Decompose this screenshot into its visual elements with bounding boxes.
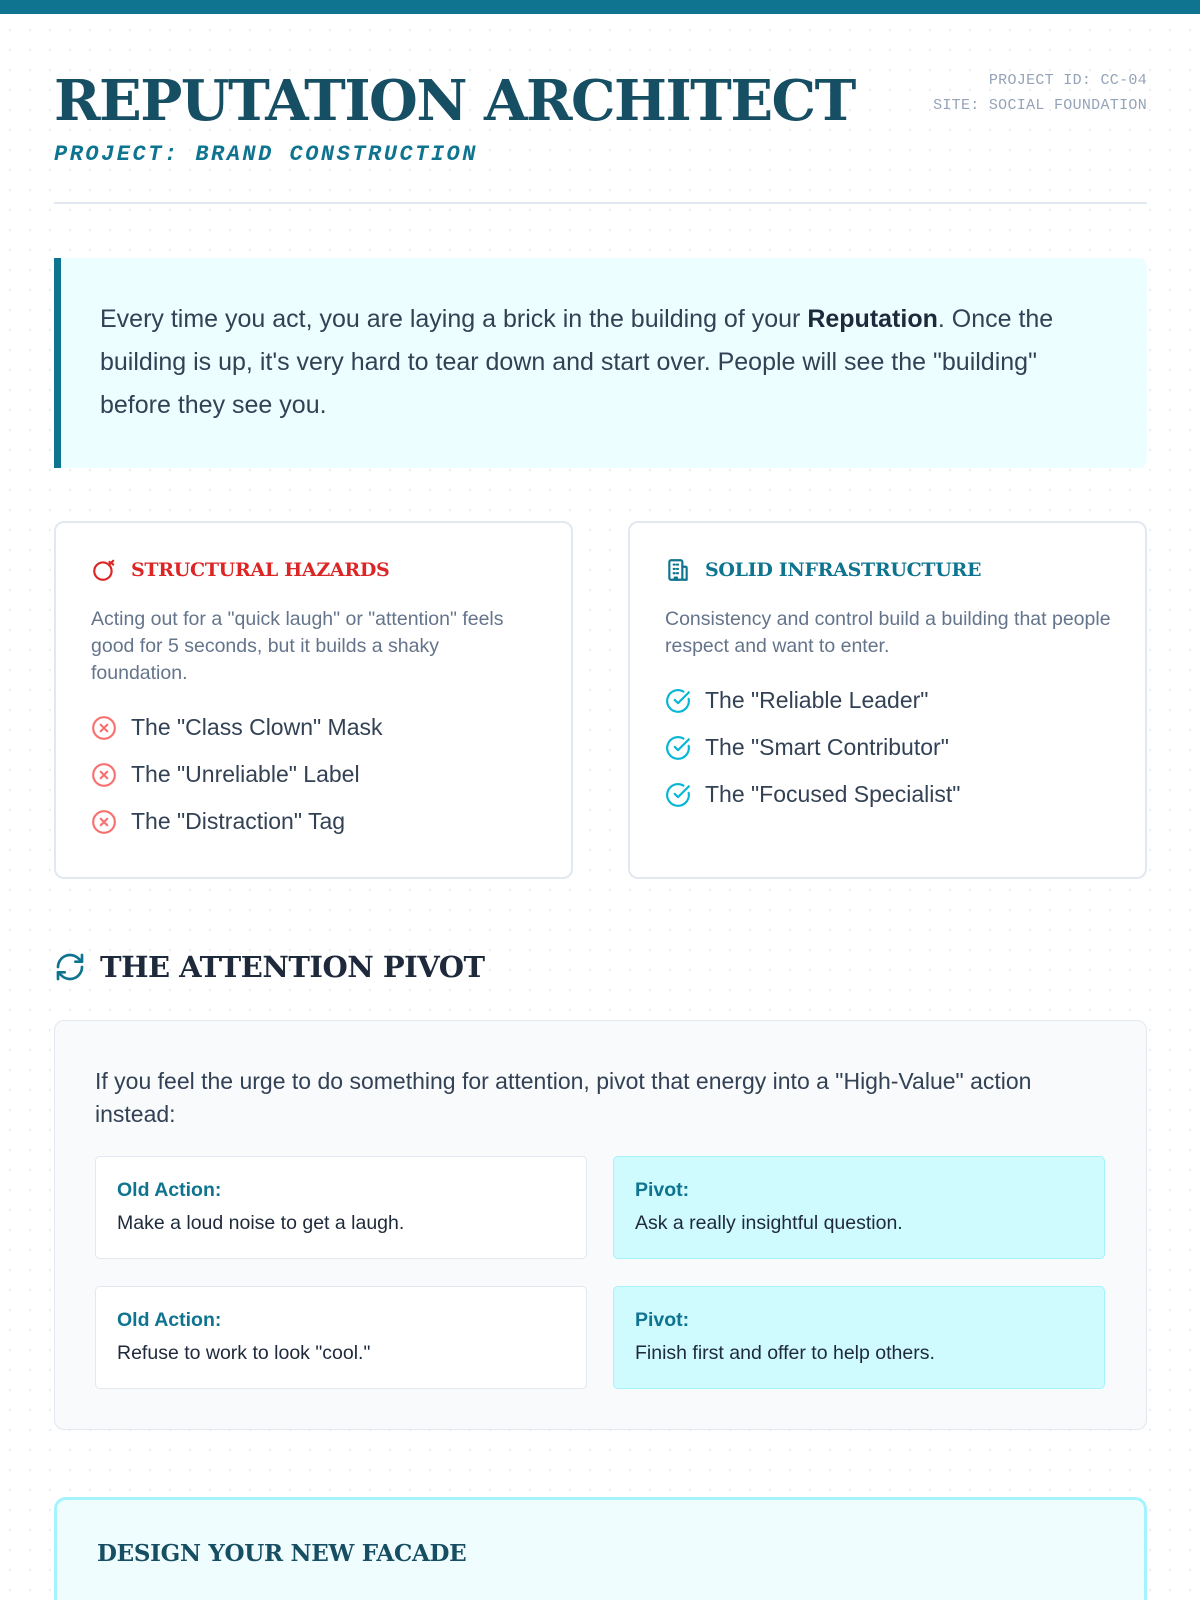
list-item [665,677,1111,724]
hazards-card [54,521,573,879]
x-circle-icon [91,715,117,741]
infrastructure-header [665,556,1111,584]
old-action-text: Refuse to work to look "cool." [117,1342,371,1364]
callout-text-before: Every time you act, you are laying a brick in the building of your [100,305,808,333]
pivot-section-title: THE ATTENTION PIVOT [100,950,485,984]
pivot-action-card [613,1156,1105,1259]
check-circle-icon [665,782,691,808]
page-title: REPUTATION ARCHITECT [54,68,855,134]
infrastructure-title: SOLID INFRASTRUCTURE [705,559,982,581]
infrastructure-description: Consistency and control build a building that people respect and want to enter. [665,608,1111,657]
intro-callout [54,258,1147,468]
page [54,0,1147,1567]
list-item [665,724,1111,771]
old-action-card [95,1286,587,1389]
check-circle-icon [665,735,691,761]
x-circle-icon [91,762,117,788]
x-circle-icon [91,809,117,835]
infrastructure-item-label: The "Smart Contributor" [705,734,949,760]
hazards-description: Acting out for a "quick laugh" or "attention" feels good for 5 seconds, but it builds a shaky foundation. [91,608,504,684]
infrastructure-list [665,677,1111,818]
old-action-label: Old Action: [117,1309,222,1331]
pivot-action-card [613,1286,1105,1389]
hazards-title: STRUCTURAL HAZARDS [131,559,390,581]
facade-title: DESIGN YOUR NEW FACADE [97,1540,467,1567]
list-item [665,771,1111,818]
page-header [54,0,1147,204]
facade-card [54,1497,1147,1600]
callout-text-after: . Once the building is up, it's very hard to tear down and start over. People will see the "building" before they see you. [100,305,1054,419]
infrastructure-item-label: The "Reliable Leader" [705,687,929,713]
bomb-icon [91,557,117,583]
project-site: SITE: SOCIAL FOUNDATION [933,97,1147,114]
building-icon [665,557,691,583]
old-action-label: Old Action: [117,1179,222,1201]
callout-bold-word: Reputation [807,305,938,333]
pivot-action-label: Pivot: [635,1309,690,1331]
infrastructure-item-label: The "Focused Specialist" [705,781,961,807]
pivot-action-text: Finish first and offer to help others. [635,1342,935,1364]
infrastructure-card [628,521,1147,879]
page-subtitle: PROJECT: BRAND CONSTRUCTION [54,142,478,167]
old-action-card [95,1156,587,1259]
hazard-item-label: The "Distraction" Tag [131,808,346,834]
pivot-box [54,1020,1147,1430]
pivot-action-text: Ask a really insightful question. [635,1212,903,1234]
check-circle-icon [665,688,691,714]
hazard-item-label: The "Unreliable" Label [131,761,360,787]
project-meta [933,68,1147,118]
list-item [91,704,537,751]
project-id: PROJECT ID: CC-04 [988,72,1147,89]
hazards-list [91,704,537,845]
pivot-section-header [54,950,485,984]
list-item [91,798,537,845]
list-item [91,751,537,798]
hazards-header [91,556,537,584]
pivot-action-label: Pivot: [635,1179,690,1201]
pivot-intro: If you feel the urge to do something for attention, pivot that energy into a "High-Value" action instead: [95,1068,1032,1127]
old-action-text: Make a loud noise to get a laugh. [117,1212,405,1234]
hazard-item-label: The "Class Clown" Mask [131,714,383,740]
refresh-icon [54,951,86,983]
